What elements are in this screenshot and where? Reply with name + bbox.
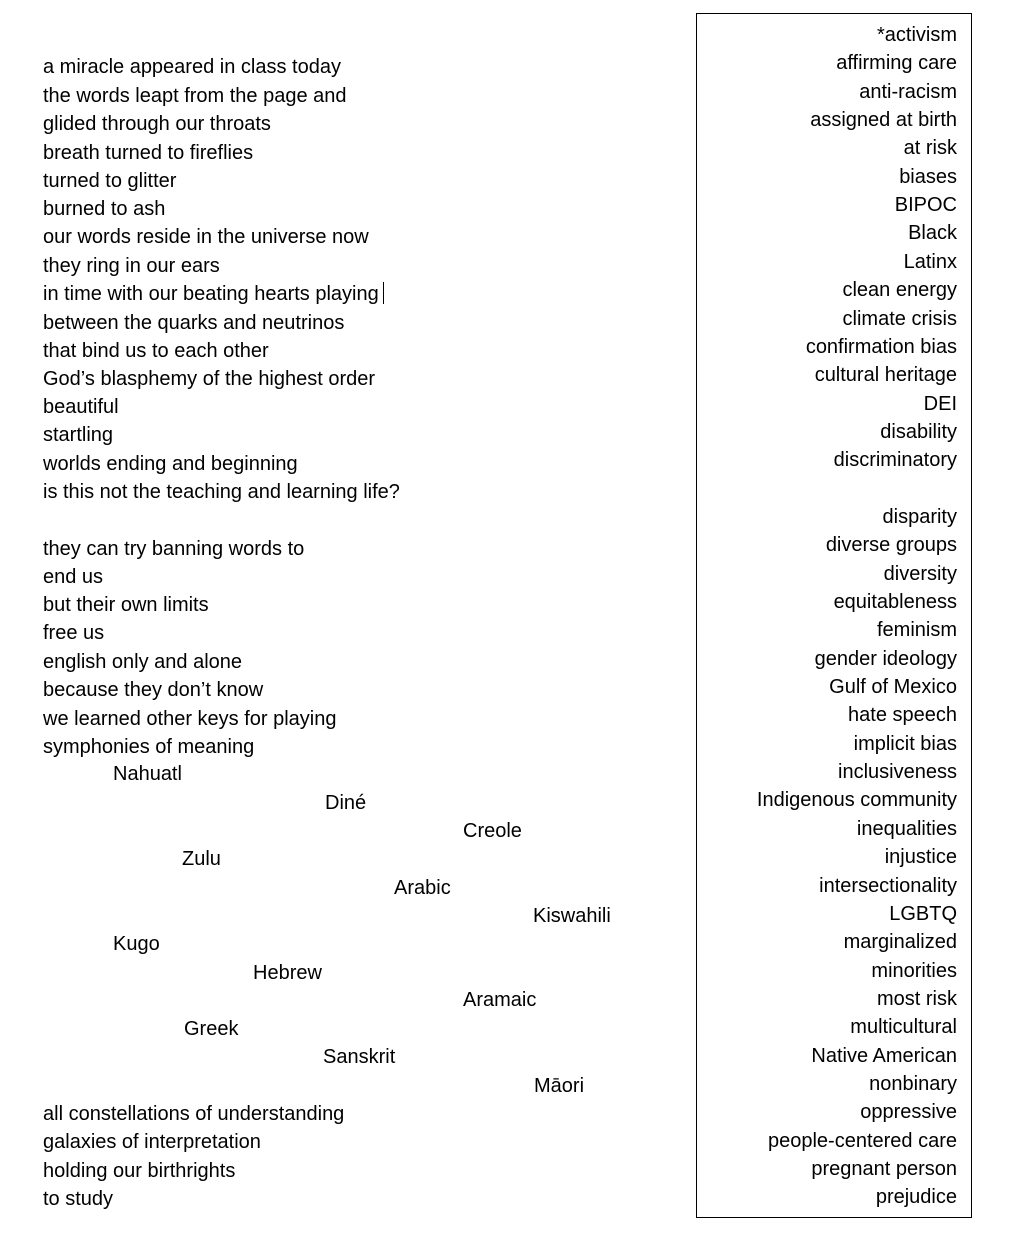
poem-line: free us: [43, 622, 105, 644]
language-word: Greek: [184, 1018, 239, 1040]
banned-word: diversity: [883, 562, 957, 585]
banned-word: inequalities: [856, 817, 957, 840]
banned-word: minorities: [871, 959, 957, 982]
poem-line: worlds ending and beginning: [43, 453, 298, 475]
banned-word: pregnant person: [811, 1158, 957, 1180]
poem-line: holding our birthrights: [43, 1160, 236, 1182]
language-word: Creole: [463, 820, 522, 842]
language-word: Aramaic: [463, 989, 537, 1011]
language-word: Māori: [534, 1075, 585, 1097]
banned-word: most risk: [877, 987, 957, 1010]
banned-word: disparity: [882, 505, 957, 528]
language-word: Arabic: [394, 877, 451, 899]
poem-line: end us: [43, 566, 104, 588]
poem-line: symphonies of meaning: [43, 736, 255, 758]
language-word: Hebrew: [253, 962, 322, 984]
banned-word: Gulf of Mexico: [829, 676, 957, 699]
banned-word: cultural heritage: [814, 364, 957, 387]
banned-word: multicultural: [850, 1016, 957, 1039]
poem-line: God’s blasphemy of the highest order: [43, 368, 376, 390]
poem-line: a miracle appeared in class today: [43, 56, 341, 78]
poem-line: burned to ash: [43, 198, 166, 220]
banned-word: assigned at birth: [810, 109, 957, 132]
banned-word: anti-racism: [859, 80, 957, 103]
language-word: Kugo: [113, 933, 160, 955]
banned-word: clean energy: [842, 279, 957, 302]
language-word: Kiswahili: [533, 905, 611, 927]
banned-word: feminism: [876, 619, 957, 642]
poem-line-with-cursor: [43, 282, 384, 306]
banned-word: intersectionality: [819, 874, 957, 897]
poem-line: our words reside in the universe now: [43, 226, 369, 248]
banned-word: implicit bias: [853, 732, 957, 755]
banned-word: marginalized: [843, 931, 957, 954]
banned-word: Indigenous community: [756, 789, 957, 812]
banned-word: injustice: [884, 846, 957, 869]
banned-word: inclusiveness: [838, 761, 957, 784]
banned-word: LGBTQ: [889, 902, 957, 925]
poem-line: beautiful: [43, 396, 119, 418]
poem-line: the words leapt from the page and: [43, 85, 347, 107]
banned-word: nonbinary: [869, 1072, 957, 1095]
banned-word: gender ideology: [814, 647, 957, 670]
banned-word: at risk: [903, 137, 957, 160]
language-word: Nahuatl: [113, 763, 182, 785]
poem-line-text: in time with our beating hearts playing: [43, 283, 379, 305]
banned-word: confirmation bias: [805, 335, 957, 358]
poem-line: that bind us to each other: [43, 340, 269, 362]
banned-word: disability: [880, 420, 957, 443]
poem-line: but their own limits: [43, 594, 209, 616]
banned-word: equitableness: [833, 591, 957, 613]
banned-word: Latinx: [903, 250, 957, 273]
banned-word: Native American: [811, 1044, 957, 1067]
banned-word: hate speech: [848, 704, 957, 727]
banned-word: diverse groups: [825, 534, 957, 557]
banned-word: biases: [899, 165, 957, 188]
text-cursor: [383, 282, 385, 304]
poem-line: startling: [43, 424, 114, 446]
poem-line: galaxies of interpretation: [43, 1131, 261, 1153]
banned-word: affirming care: [836, 52, 957, 75]
poem-line: all constellations of understanding: [43, 1103, 345, 1125]
banned-word: climate crisis: [842, 307, 957, 330]
banned-word: *activism: [876, 24, 957, 46]
banned-word: discriminatory: [833, 449, 957, 472]
poem-line: they ring in our ears: [43, 255, 220, 277]
poem-line: turned to glitter: [43, 170, 177, 192]
poem-line: breath turned to fireflies: [43, 142, 254, 164]
poem-line: because they don’t know: [43, 679, 264, 701]
poem-line: glided through our throats: [43, 113, 271, 135]
banned-word: DEI: [923, 392, 957, 415]
banned-word: people-centered care: [767, 1129, 957, 1152]
banned-word: oppressive: [860, 1101, 957, 1124]
banned-word: prejudice: [875, 1186, 957, 1209]
banned-word: BIPOC: [894, 194, 957, 217]
poem-line: we learned other keys for playing: [43, 708, 337, 730]
language-word: Diné: [325, 792, 367, 814]
poem-line: they can try banning words to: [43, 538, 305, 560]
poem-line: is this not the teaching and learning life?: [43, 481, 400, 503]
language-word: Sanskrit: [323, 1046, 396, 1068]
poem-line: between the quarks and neutrinos: [43, 312, 345, 334]
banned-words-box: [696, 13, 972, 1218]
language-word: Zulu: [182, 848, 221, 870]
poem-line: english only and alone: [43, 651, 243, 673]
banned-word: Black: [908, 222, 957, 245]
poem-line: to study: [43, 1188, 114, 1210]
